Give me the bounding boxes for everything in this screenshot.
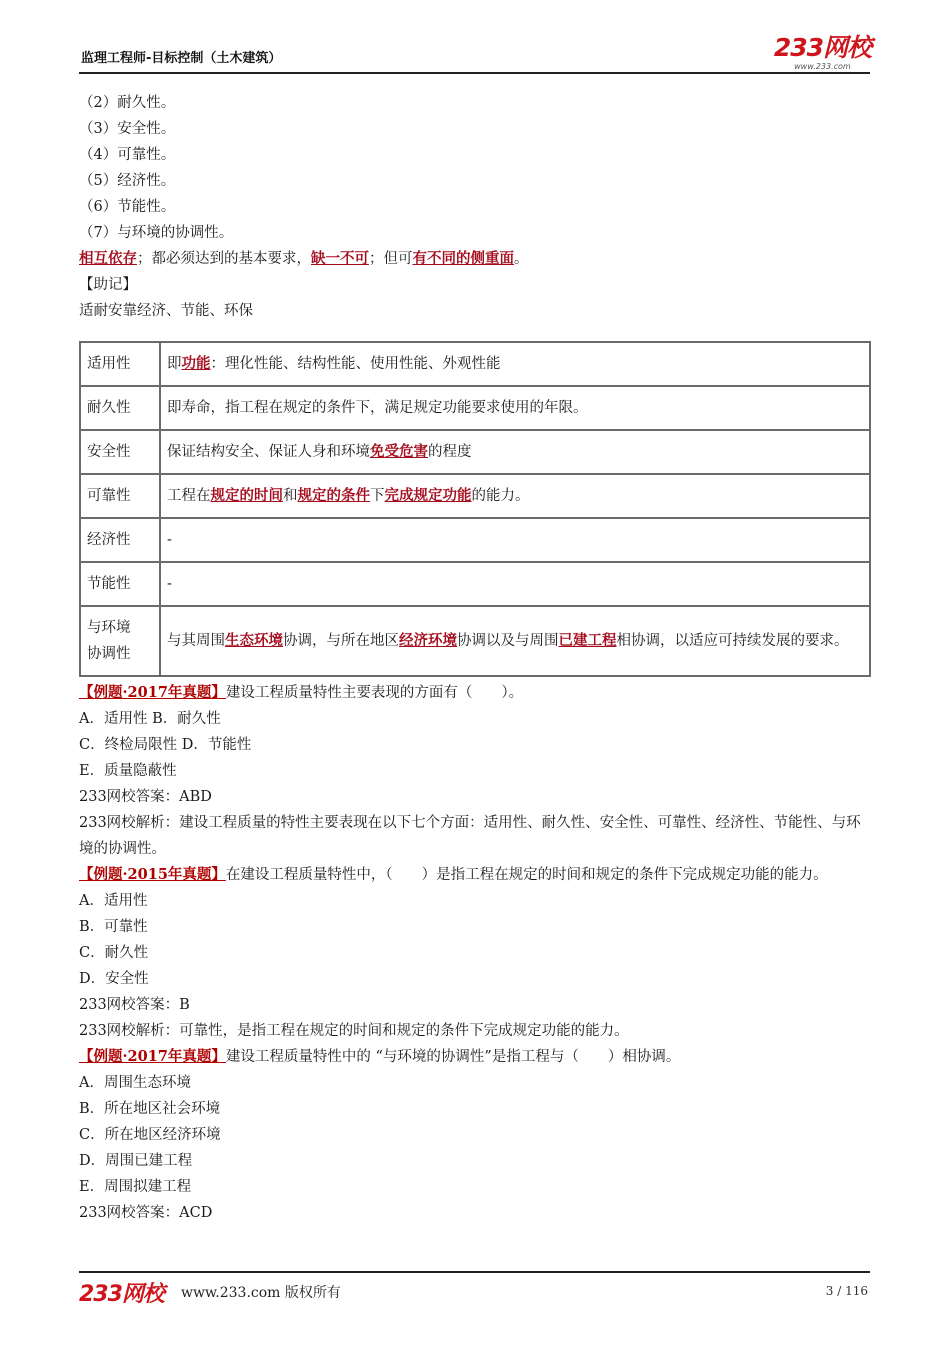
highlight-text: 相互依存 (79, 250, 137, 267)
highlight-text: 规定的时间 (210, 487, 283, 504)
table-desc-cell: - (160, 562, 870, 606)
table-desc-cell: 即功能：理化性能、结构性能、使用性能、外观性能 (160, 342, 870, 386)
table-label-cell: 耐久性 (80, 386, 160, 430)
table-row (80, 430, 870, 474)
question-stem: 【例题·2017年真题】建设工程质量特性中的 “与环境的协调性”是指工程与（ ）相协调。 (79, 1048, 681, 1065)
question-option: E．质量隐蔽性 (79, 763, 177, 779)
question-option: B．可靠性 (79, 919, 148, 935)
quality-characteristics-table (79, 341, 871, 677)
list-item: （3）安全性。 (79, 121, 176, 137)
page-header-title: 监理工程师-目标控制（土木建筑） (81, 51, 282, 66)
question-answer: 233网校答案：ACD (79, 1205, 213, 1221)
footer-copyright: www.233.com 版权所有 (181, 1285, 341, 1301)
highlight-text: 生态环境 (225, 632, 283, 649)
table-desc-cell: 工程在规定的时间和规定的条件下完成规定功能的能力。 (160, 474, 870, 518)
question-stem: 【例题·2015年真题】在建设工程质量特性中，（ ）是指工程在规定的时间和规定的条件下完成规定功能的能力。 (79, 866, 828, 883)
footer-divider (79, 1271, 870, 1273)
question-tag: 【例题·2015年真题】 (79, 866, 226, 883)
question-answer: 233网校答案：B (79, 997, 190, 1013)
highlight-text: 完成规定功能 (384, 487, 472, 504)
question-option: D．周围已建工程 (79, 1153, 193, 1169)
mnemonic-text: 适耐安靠经济、节能、环保 (79, 303, 253, 319)
question-option: A．适用性 B．耐久性 (79, 711, 221, 727)
table-desc-cell: - (160, 518, 870, 562)
brand-logo (774, 34, 871, 71)
question-analysis: 233网校解析：可靠性，是指工程在规定的时间和规定的条件下完成规定功能的能力。 (79, 1023, 629, 1039)
table-desc-cell: 即寿命，指工程在规定的条件下，满足规定功能要求使用的年限。 (160, 386, 870, 430)
highlight-text: 缺一不可 (311, 250, 369, 267)
table-label-cell: 经济性 (80, 518, 160, 562)
logo-mark: 233网校 (773, 33, 871, 62)
table-label-cell: 适用性 (80, 342, 160, 386)
question-option: C．耐久性 (79, 945, 149, 961)
table-label-cell: 安全性 (80, 430, 160, 474)
table-label-cell: 节能性 (80, 562, 160, 606)
question-option: B．所在地区社会环境 (79, 1101, 221, 1117)
question-option: A．适用性 (79, 893, 148, 909)
table-desc-cell: 保证结构安全、保证人身和环境免受危害的程度 (160, 430, 870, 474)
question-answer: 233网校答案：ABD (79, 789, 212, 805)
question-option: C．终检局限性 D．节能性 (79, 737, 252, 753)
table-row (80, 342, 870, 386)
table-row (80, 386, 870, 430)
highlight-text: 功能 (181, 355, 211, 372)
table-row (80, 606, 870, 676)
table-row (80, 518, 870, 562)
table-desc-cell: 与其周围生态环境协调，与所在地区经济环境协调以及与周围已建工程相协调，以适应可持续发展的要求。 (160, 606, 870, 676)
mnemonic-heading: 【助记】 (79, 277, 137, 293)
question-tag: 【例题·2017年真题】 (79, 684, 226, 701)
table-label-cell: 与环境 协调性 (80, 606, 160, 676)
table-row (80, 562, 870, 606)
list-item: （2）耐久性。 (79, 95, 176, 111)
list-item: （5）经济性。 (79, 173, 176, 189)
question-analysis: 233网校解析：建设工程质量的特性主要表现在以下七个方面：适用性、耐久性、安全性、可靠性、经济性、节能性、与环境的协调性。 (79, 815, 861, 857)
highlight-text: 规定的条件 (297, 487, 370, 504)
question-tag: 【例题·2017年真题】 (79, 1048, 226, 1065)
highlight-text: 已建工程 (558, 632, 617, 649)
question-stem: 【例题·2017年真题】建设工程质量特性主要表现的方面有（ ）。 (79, 684, 524, 701)
highlight-text: 有不同的侧重面 (412, 250, 514, 267)
highlight-text: 免受危害 (370, 443, 428, 460)
list-item: （6）节能性。 (79, 199, 176, 215)
header-divider (79, 72, 870, 74)
page-number: 3 / 116 (825, 1284, 868, 1298)
document-body (79, 90, 871, 1226)
list-item: （4）可靠性。 (79, 147, 176, 163)
question-option: A．周围生态环境 (79, 1075, 191, 1091)
question-option: C．所在地区经济环境 (79, 1127, 221, 1143)
question-option: D．安全性 (79, 971, 149, 987)
question-option: E．周围拟建工程 (79, 1179, 192, 1195)
summary-line: 相互依存；都必须达到的基本要求，缺一不可；但可有不同的侧重面。 (79, 250, 529, 267)
table-row (80, 474, 870, 518)
list-item: （7）与环境的协调性。 (79, 225, 234, 241)
table-label-cell: 可靠性 (80, 474, 160, 518)
highlight-text: 经济环境 (399, 632, 457, 649)
footer-logo: 233网校 (79, 1282, 164, 1307)
logo-url: www.233.com (794, 62, 851, 71)
